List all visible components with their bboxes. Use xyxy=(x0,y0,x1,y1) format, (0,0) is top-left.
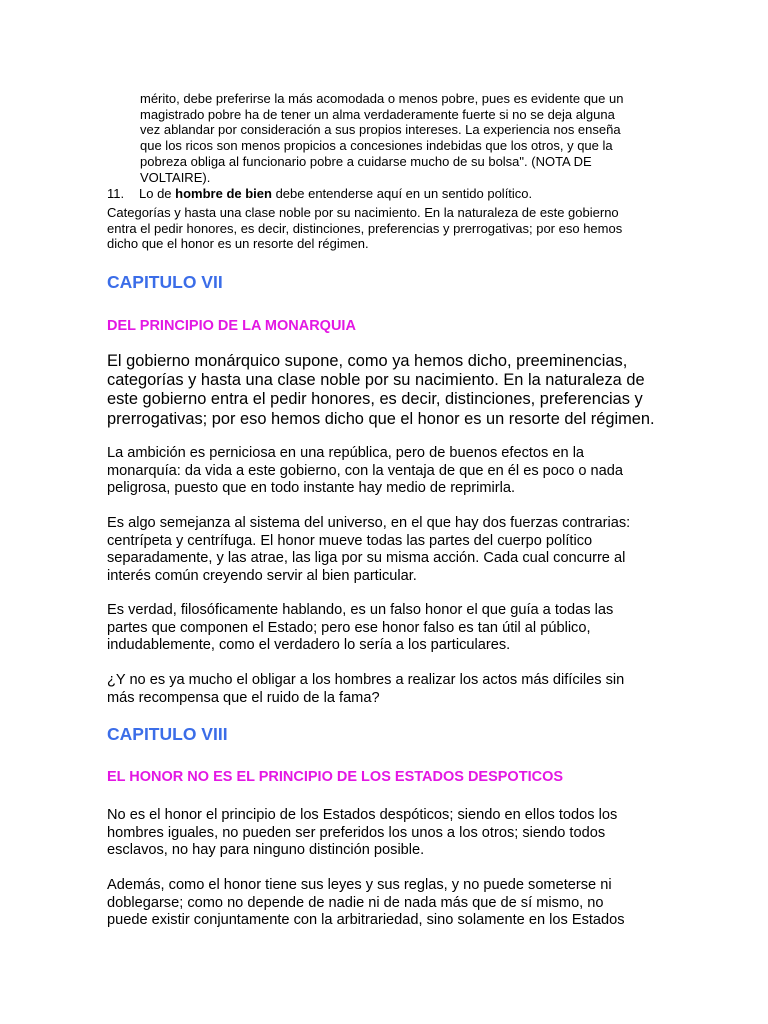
paragraph-line: más recompensa que el ruido de la fama? xyxy=(107,689,380,706)
paragraph-line: Además, como el honor tiene sus leyes y sus reglas, y no puede someterse ni xyxy=(107,877,612,893)
chapter-8-paragraph-1 xyxy=(107,807,667,860)
paragraph-line: La ambición es perniciosa en una república, pero de buenos efectos en la xyxy=(107,445,585,461)
chapter-8-paragraph-2 xyxy=(107,877,667,930)
footnote-line: magistrado pobre ha de tener un alma verdaderamente fuerte si no se deja alguna xyxy=(140,106,615,122)
paragraph-line: este gobierno entra el pedir honores, es decir, distinciones, preferencias y xyxy=(107,390,643,409)
footnote-line: pobreza obliga al funcionario pobre a cuidarse mucho de su bolsa". (NOTA DE xyxy=(140,153,592,169)
paragraph-line: hombres iguales, no pueden ser preferidos los unos a los otros; siendo todos xyxy=(107,824,606,841)
paragraph-line: prerrogativas; por eso hemos dicho que el honor es un resorte del régimen. xyxy=(107,409,655,428)
footnote-bold-term: hombre de bien xyxy=(175,186,272,201)
footnote-line: que los ricos son menos propicios a concesiones indebidas que los otros, y que la xyxy=(140,138,613,154)
paragraph-line: monarquía: da vida a este gobierno, con la ventaja de que en él es poco o nada xyxy=(107,462,624,479)
paragraph-line: Es verdad, filosóficamente hablando, es un falso honor el que guía a todas las xyxy=(107,602,614,618)
footnote-line: dicho que el honor es un resorte del régimen. xyxy=(107,236,369,252)
footnote-continuation xyxy=(107,205,667,252)
paragraph-line: peligrosa, puesto que en todo instante hay medio de reprimirla. xyxy=(107,480,516,497)
paragraph-line: categorías y hasta una clase noble por su nacimiento. En la naturaleza de xyxy=(107,371,645,390)
paragraph-line: centrípeta y centrífuga. El honor mueve todas las partes del cuerpo político xyxy=(107,532,593,549)
paragraph-line: No es el honor el principio de los Estados despóticos; siendo en ellos todos los xyxy=(107,807,618,823)
footnote-number: 11. xyxy=(107,186,125,201)
paragraph-line: ¿Y no es ya mucho el obligar a los hombres a realizar los actos más difíciles sin xyxy=(107,672,625,688)
chapter-7-paragraph-4 xyxy=(107,602,667,655)
footnote-11 xyxy=(107,186,667,202)
paragraph-line: partes que componen el Estado; pero ese honor falso es tan útil al público, xyxy=(107,619,591,636)
chapter-7-paragraph-3 xyxy=(107,515,667,585)
paragraph-line: El gobierno monárquico supone, como ya hemos dicho, preeminencias, xyxy=(107,352,628,370)
paragraph-line: interés común creyendo servir al bien particular. xyxy=(107,567,417,584)
paragraph-line: puede existir conjuntamente con la arbitrariedad, sino solamente en los Estados xyxy=(107,912,625,929)
footnote-line: mérito, debe preferirse la más acomodada o menos pobre, pues es evidente que un xyxy=(140,91,624,106)
chapter-7-title: CAPITULO VII xyxy=(107,272,223,292)
footnote-line: VOLTAIRE). xyxy=(140,169,211,185)
footnote-line: vez ablandar por consideración a sus propios intereses. La experiencia nos enseña xyxy=(140,122,621,138)
chapter-7-subtitle: DEL PRINCIPIO DE LA MONARQUIA xyxy=(107,318,356,334)
footnote-text-after: debe entenderse aquí en un sentido político. xyxy=(271,186,533,201)
chapter-7-paragraph-1 xyxy=(107,352,667,429)
footnote-text-before: Lo de xyxy=(139,186,176,201)
footnote-line: Categorías y hasta una clase noble por su nacimiento. En la naturaleza de este gobierno xyxy=(107,205,619,220)
chapter-7-paragraph-5 xyxy=(107,672,667,707)
chapter-7-paragraph-2 xyxy=(107,445,667,498)
paragraph-line: Es algo semejanza al sistema del universo, en el que hay dos fuerzas contrarias: xyxy=(107,515,631,531)
chapter-8-title: CAPITULO VIII xyxy=(107,724,228,744)
chapter-8-subtitle: EL HONOR NO ES EL PRINCIPIO DE LOS ESTADOS DESPOTICOS xyxy=(107,769,564,785)
paragraph-line: separadamente, y las atrae, las liga por su misma acción. Cada cual concurre al xyxy=(107,550,626,567)
paragraph-line: doblegarse; como no depende de nadie ni de nada más que de sí mismo, no xyxy=(107,894,604,911)
footnote-top xyxy=(140,91,670,185)
paragraph-line: indudablemente, como el verdadero lo sería a los particulares. xyxy=(107,637,511,654)
footnote-line: entra el pedir honores, es decir, distinciones, preferencias y prerrogativas; por eso hemos xyxy=(107,220,623,236)
paragraph-line: esclavos, no hay para ninguno distinción posible. xyxy=(107,842,425,859)
